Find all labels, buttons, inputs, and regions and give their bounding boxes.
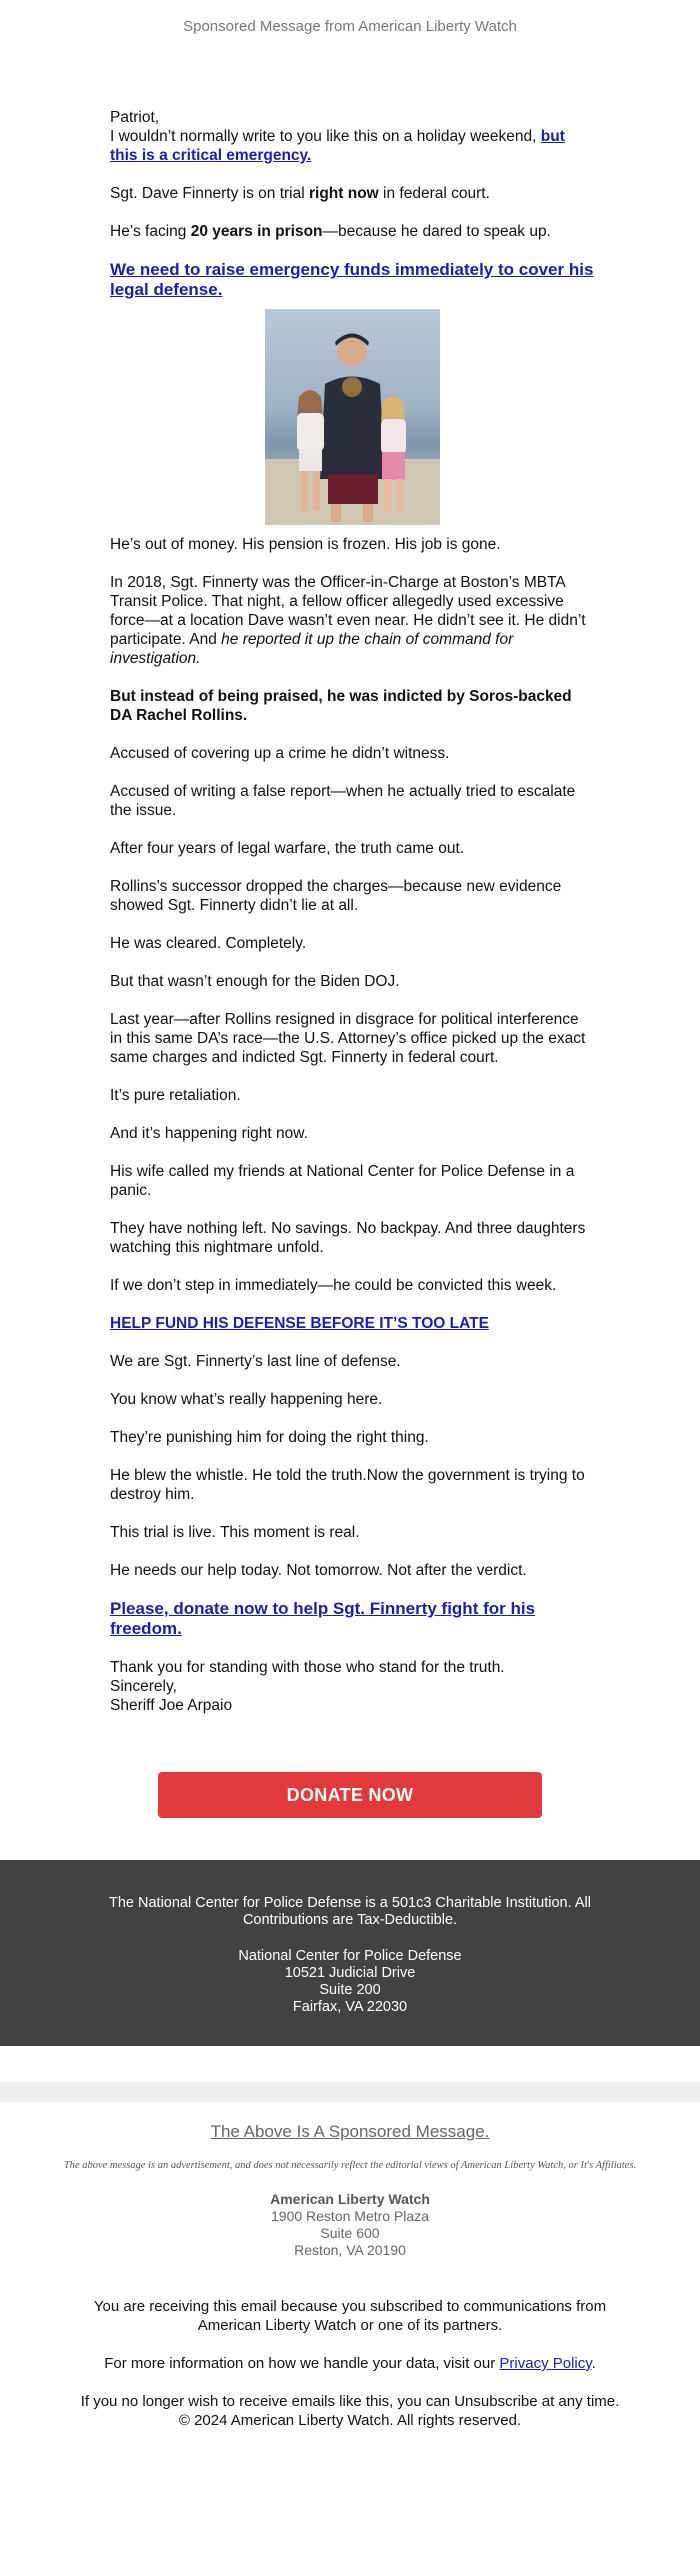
paragraph: They have nothing left. No savings. No backpay. And three daughters watching this nightmare unfold. xyxy=(110,1220,586,1256)
photo-man-leg xyxy=(331,504,341,522)
signoff: Sincerely, xyxy=(110,1678,177,1695)
trial-text-end: in federal court. xyxy=(378,185,490,202)
photo-girl2-leg xyxy=(396,479,403,511)
copyright: © 2024 American Liberty Watch. All rights reserved. xyxy=(178,2412,522,2429)
donate-link[interactable]: Please, donate now to help Sgt. Finnerty fight for his freedom. xyxy=(110,1599,536,1638)
legal-text xyxy=(0,2297,700,2430)
closing xyxy=(110,1658,595,1715)
paragraph: You know what’s really happening here. xyxy=(110,1391,383,1408)
privacy-period: . xyxy=(591,2355,596,2372)
photo-girl2-pants xyxy=(382,452,405,480)
charity-name: National Center for Police Defense xyxy=(238,1948,462,1964)
unsubscribe-copyright xyxy=(65,2392,635,2430)
paragraph: They’re punishing him for doing the right thing. xyxy=(110,1429,429,1446)
history-text: In 2018, Sgt. Finnerty was the Officer-in-Charge at Boston’s MBTA Transit Police. That night, a fellow officer allegedly used excessive force—at a location Dave wasn’t even near. He didn’t see it. He didn’t participate. And xyxy=(110,574,586,648)
paragraph: It’s pure retaliation. xyxy=(110,1087,241,1104)
paragraph: This trial is live. This moment is real. xyxy=(110,1524,360,1541)
photo-container xyxy=(110,309,595,525)
bottom-footer xyxy=(0,2122,700,2449)
photo-shirt-emblem xyxy=(342,377,362,397)
indicted-paragraph xyxy=(110,687,595,725)
intro-text: I wouldn’t normally write to you like this on a holiday weekend, xyxy=(110,128,541,145)
privacy-notice xyxy=(65,2354,635,2373)
paragraph: We are Sgt. Finnerty’s last line of defense. xyxy=(110,1353,401,1370)
family-photo xyxy=(265,309,440,525)
photo-girl1-shorts xyxy=(299,449,322,471)
sponsor-header: Sponsored Message from American Liberty Watch xyxy=(183,18,517,35)
photo-girl1-leg xyxy=(313,471,320,511)
facing-emphasis: 20 years in prison xyxy=(190,223,323,240)
help-fund-link[interactable]: HELP FUND HIS DEFENSE BEFORE IT’S TOO LATE xyxy=(110,1315,489,1332)
org-address xyxy=(0,2191,700,2259)
trial-paragraph xyxy=(110,184,595,203)
emergency-link[interactable]: but this is a critical emergency. xyxy=(110,128,565,164)
disclaimer: The above message is an advertisement, and does not necessarily reflect the editorial views of American Liberty Watch, or It's Affiliates. xyxy=(63,2160,637,2171)
trial-emphasis: right now xyxy=(309,185,379,202)
facing-text-end: —because he dared to speak up. xyxy=(322,223,551,240)
trial-text: Sgt. Dave Finnerty is on trial xyxy=(110,185,309,202)
paragraph: After four years of legal warfare, the truth came out. xyxy=(110,840,465,857)
org-street: 1900 Reston Metro Plaza xyxy=(271,2208,429,2224)
charity-footer xyxy=(0,1860,700,2046)
paragraph: And it’s happening right now. xyxy=(110,1125,308,1142)
photo-girl2-shirt xyxy=(381,419,406,454)
paragraph: His wife called my friends at National Center for Police Defense in a panic. xyxy=(110,1163,575,1199)
photo-girl1-shirt xyxy=(297,413,324,451)
history-paragraph xyxy=(110,573,595,668)
org-city: Reston, VA 20190 xyxy=(294,2242,406,2258)
letter-body xyxy=(110,108,595,1734)
paragraph: Accused of writing a false report—when he actually tried to escalate the issue. xyxy=(110,783,576,819)
sponsored-title: The Above Is A Sponsored Message. xyxy=(210,2122,490,2141)
photo-man-shorts xyxy=(328,474,378,504)
privacy-policy-link[interactable]: Privacy Policy xyxy=(499,2355,592,2372)
privacy-text: For more information on how we handle your data, visit our xyxy=(104,2355,500,2372)
donate-button-container xyxy=(158,1772,542,1818)
charity-note: The National Center for Police Defense is a 501c3 Charitable Institution. All Contributions are Tax-Deductible. xyxy=(109,1895,591,1928)
photo-girl1-leg xyxy=(301,471,308,511)
receiving-notice: You are receiving this email because you subscribed to communications from American Liberty Watch or one of its partners. xyxy=(93,2298,607,2334)
money-paragraph: He’s out of money. His pension is frozen. His job is gone. xyxy=(110,536,501,553)
org-name: American Liberty Watch xyxy=(270,2191,430,2207)
org-suite: Suite 600 xyxy=(320,2225,380,2241)
paragraph: Rollins’s successor dropped the charges—because new evidence showed Sgt. Finnerty didn’t lie at all. xyxy=(110,878,562,914)
charity-address xyxy=(0,1948,700,2016)
charity-suite: Suite 200 xyxy=(319,1982,381,1998)
divider-band xyxy=(0,2082,700,2102)
charity-city: Fairfax, VA 22030 xyxy=(292,1999,408,2015)
indicted-text: But instead of being praised, he was indicted by Soros-backed DA Rachel Rollins. xyxy=(110,688,572,724)
charity-street: 10521 Judicial Drive xyxy=(284,1965,416,1981)
paragraph: If we don’t step in immediately—he could be convicted this week. xyxy=(110,1277,557,1294)
thanks-text: Thank you for standing with those who stand for the truth. xyxy=(110,1659,505,1676)
history-italic: he reported it up the chain of command for investigation. xyxy=(110,631,514,667)
signature: Sheriff Joe Arpaio xyxy=(110,1697,233,1714)
facing-paragraph xyxy=(110,222,595,241)
raise-funds-link[interactable]: We need to raise emergency funds immediately to cover his legal defense. xyxy=(110,260,594,299)
intro-paragraph xyxy=(110,108,595,165)
unsubscribe-notice: If you no longer wish to receive emails like this, you can Unsubscribe at any time. xyxy=(80,2393,620,2410)
photo-man-leg xyxy=(363,504,373,522)
paragraph: He was cleared. Completely. xyxy=(110,935,307,952)
paragraph: He needs our help today. Not tomorrow. Not after the verdict. xyxy=(110,1562,527,1579)
paragraph: He blew the whistle. He told the truth.Now the government is trying to destroy him. xyxy=(110,1467,585,1503)
facing-text: He’s facing xyxy=(110,223,191,240)
paragraph: Accused of covering up a crime he didn’t witness. xyxy=(110,745,450,762)
paragraph: But that wasn’t enough for the Biden DOJ. xyxy=(110,973,400,990)
greeting: Patriot, xyxy=(110,109,160,126)
paragraph: Last year—after Rollins resigned in disgrace for political interference in this same DA’s race—the U.S. Attorney’s office picked up the exact same charges and indicted Sgt. Finnerty in federal court. xyxy=(110,1011,586,1066)
donate-button[interactable]: DONATE NOW xyxy=(158,1772,542,1818)
photo-girl2-leg xyxy=(384,479,391,511)
